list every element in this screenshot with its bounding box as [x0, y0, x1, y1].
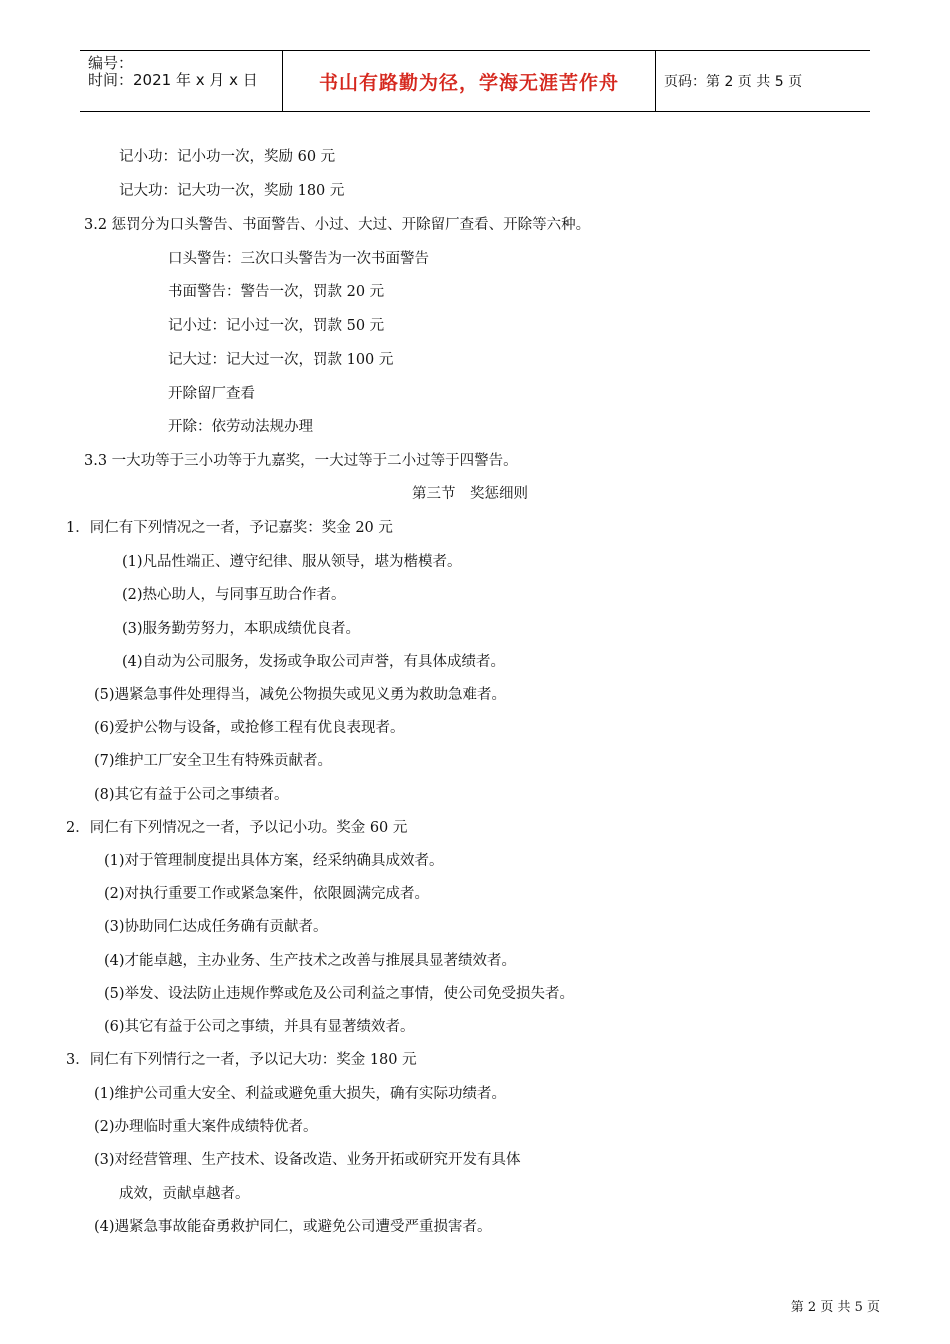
list-item: (2)对执行重要工作或紧急案件，依限圆满完成者。 [104, 886, 430, 902]
footer-page-info: 第 2 页 共 5 页 [790, 1300, 880, 1315]
body-line: 书面警告：警告一次，罚款 20 元 [168, 284, 385, 300]
list-heading-3: 3．同仁有下列情行之一者，予以记大功：奖金 180 元 [66, 1052, 417, 1068]
document-header [80, 50, 870, 112]
body-line: 记大过：记大过一次，罚款 100 元 [168, 352, 394, 368]
body-line: 开除：依劳动法规办理 [168, 419, 313, 435]
section-heading-3-2: 3.2 惩罚分为口头警告、书面警告、小过、大过、开除留厂查看、开除等六种。 [84, 217, 591, 233]
list-item: (6)其它有益于公司之事绩，并具有显著绩效者。 [104, 1019, 415, 1035]
header-page-cell [656, 51, 870, 111]
list-item: (8)其它有益于公司之事绩者。 [94, 787, 289, 803]
body-line: 记小功：记小功一次，奖励 60 元 [119, 149, 336, 165]
document-date: 时间：2021 年 x 月 x 日 [88, 71, 258, 89]
list-item: (3)协助同仁达成任务确有贡献者。 [104, 919, 328, 935]
chapter-title: 第三节 奖惩细则 [412, 486, 528, 502]
document-code-label: 编号： [88, 54, 134, 72]
list-item: (3)对经营管理、生产技术、设备改造、业务开拓或研究开发有具体 [94, 1152, 521, 1168]
list-item-continuation: 成效，贡献卓越者。 [119, 1186, 250, 1202]
list-item: (1)对于管理制度提出具体方案，经采纳确具成效者。 [104, 853, 444, 869]
header-motto-cell [283, 51, 656, 111]
body-line: 口头警告：三次口头警告为一次书面警告 [168, 251, 429, 267]
list-item: (1)维护公司重大安全、利益或避免重大损失，确有实际功绩者。 [94, 1086, 507, 1102]
list-item: (4)才能卓越，主办业务、生产技术之改善与推展具显著绩效者。 [104, 953, 517, 969]
list-item: (6)爱护公物与设备，或抢修工程有优良表现者。 [94, 720, 405, 736]
header-left-cell [80, 51, 283, 111]
list-item: (4)自动为公司服务，发扬或争取公司声誉，有具体成绩者。 [122, 654, 506, 670]
list-item: (4)遇紧急事故能奋勇救护同仁，或避免公司遭受严重损害者。 [94, 1219, 492, 1235]
list-item: (5)举发、设法防止违规作弊或危及公司利益之事情，使公司免受损失者。 [104, 986, 575, 1002]
list-item: (3)服务勤劳努力，本职成绩优良者。 [122, 621, 361, 637]
list-heading-1: 1．同仁有下列情况之一者，予记嘉奖：奖金 20 元 [66, 520, 393, 536]
list-item: (2)办理临时重大案件成绩特优者。 [94, 1119, 318, 1135]
list-item: (2)热心助人，与同事互助合作者。 [122, 587, 346, 603]
body-line: 开除留厂查看 [168, 386, 255, 402]
list-item: (1)凡品性端正、遵守纪律、服从领导，堪为楷模者。 [122, 554, 462, 570]
list-item: (7)维护工厂安全卫生有特殊贡献者。 [94, 753, 333, 769]
section-heading-3-3: 3.3 一大功等于三小功等于九嘉奖，一大过等于二小过等于四警告。 [84, 453, 518, 469]
header-page-info: 页码：第 2 页 共 5 页 [664, 74, 803, 90]
list-item: (5)遇紧急事件处理得当，减免公物损失或见义勇为救助急难者。 [94, 687, 507, 703]
body-line: 记大功：记大功一次，奖励 180 元 [119, 183, 345, 199]
list-heading-2: 2．同仁有下列情况之一者，予以记小功。奖金 60 元 [66, 820, 408, 836]
header-motto: 书山有路勤为径，学海无涯苦作舟 [318, 71, 619, 94]
body-line: 记小过：记小过一次，罚款 50 元 [168, 318, 385, 334]
